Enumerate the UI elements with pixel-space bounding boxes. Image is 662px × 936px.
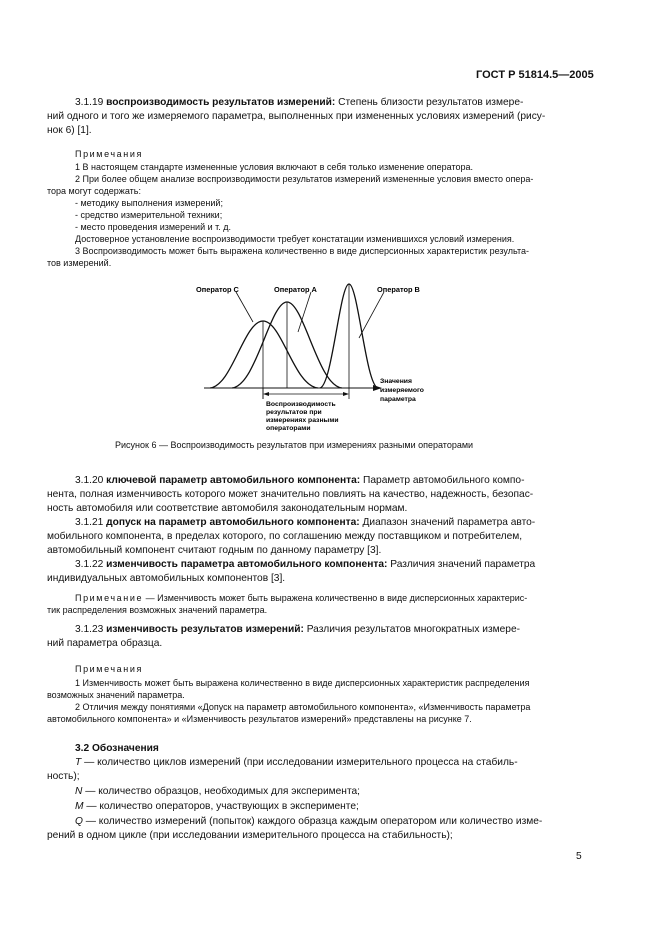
term-title: изменчивость параметра автомобильного компонента: — [106, 559, 388, 570]
note-2-line-3: Достоверное установление воспроизводимости требует констатации изменившихся условий измерения. — [75, 234, 515, 244]
symbol-t-line-1 — [75, 756, 518, 769]
leader-line-c — [236, 292, 253, 322]
term-3-1-23-line-1 — [75, 623, 520, 636]
symbol-definition: — количество измерений (попыток) каждого образца каждым оператором или количество изме- — [85, 816, 543, 827]
term-3-1-19-line-2: ний одного и того же измеряемого параметра, выполненных при измененных условиях измерений (рису- — [47, 111, 546, 122]
term-number: 3.1.19 — [75, 97, 104, 108]
term-3-1-21-line-1 — [75, 516, 535, 529]
label-operator-c: Оператор C — [196, 285, 239, 294]
page-number: 5 — [576, 851, 582, 862]
range-label-line: операторами — [266, 425, 311, 432]
symbol: Q — [75, 816, 83, 827]
note-2-list-item: - место проведения измерений и т. д. — [75, 222, 232, 232]
label-operator-b: Оператор B — [377, 285, 420, 294]
term-3-1-20-line-1 — [75, 474, 524, 487]
note-title: Примечание — [75, 593, 144, 603]
term-definition: Различия значений параметра — [390, 559, 536, 570]
term-number: 3.1.20 — [75, 475, 104, 486]
term-3-1-21-line-2: мобильного компонента, в пределах которого, по соглашению между поставщиком и потребителем, — [47, 531, 523, 542]
term-3-1-22-line-1 — [75, 558, 535, 571]
term-3-1-20-line-2: нента, полная изменчивость которого может значительно повлиять на качество, надежность, безопас- — [47, 489, 534, 500]
notes-title: Примечания — [75, 664, 143, 674]
note-1: 1 В настоящем стандарте измененные условия включают в себя только изменение оператора. — [75, 162, 474, 172]
term-3-1-21-line-3: автомобильный компонент считают годным по данному параметру [3]. — [47, 545, 382, 556]
note-2-line-1: 2 При более общем анализе воспроизводимости результатов измерений измененные условия вместо опера- — [75, 174, 534, 184]
axis-label-line: параметра — [380, 396, 416, 403]
term-definition: Различия результатов многократных измере- — [306, 624, 521, 635]
symbol-q-line-1 — [75, 815, 542, 828]
note-single-line-1 — [75, 592, 527, 604]
range-label-line: результатов при — [266, 409, 322, 416]
range-label-line: Воспроизводимость — [266, 401, 336, 408]
figure-6-diagram — [170, 276, 470, 438]
term-title: изменчивость результатов измерений: — [106, 624, 304, 635]
note-2-list-item: - средство измерительной техники; — [75, 210, 223, 220]
symbol-definition: — количество операторов, участвующих в эксперименте; — [86, 801, 359, 812]
note-2-line-1: 2 Отличия между понятиями «Допуск на параметр автомобильного компонента», «Изменчивость параметра — [75, 702, 531, 712]
term-title: воспроизводимость результатов измерений: — [106, 97, 336, 108]
term-definition: Диапазон значений параметра авто- — [362, 517, 536, 528]
symbol-t-line-2: ность); — [47, 771, 80, 782]
term-3-1-22-line-2: индивидуальных автомобильных компонентов [3]. — [47, 573, 286, 584]
term-3-1-20-line-3: ность автомобиля или соответствие автомобиля законодательным нормам. — [47, 503, 408, 514]
leader-line-b — [359, 292, 384, 338]
symbol: N — [75, 786, 83, 797]
document-id: ГОСТ Р 51814.5—2005 — [476, 69, 594, 81]
term-title: ключевой параметр автомобильного компонента: — [106, 475, 361, 486]
range-label-line: измерениях разными — [266, 417, 339, 424]
figure-caption: Рисунок 6 — Воспроизводимость результатов при измерениях разными операторами — [115, 440, 474, 450]
note-3-line-2: тов измерений. — [47, 258, 112, 268]
term-title: допуск на параметр автомобильного компонента: — [106, 517, 360, 528]
symbol-n — [75, 785, 360, 798]
term-3-1-23-line-2: ний параметра образца. — [47, 638, 163, 649]
term-3-1-19-line-3: нок 6) [1]. — [47, 125, 92, 136]
note-2-line-2: тора могут содержать: — [47, 186, 141, 196]
term-definition: Степень близости результатов измере- — [338, 97, 524, 108]
term-definition: Параметр автомобильного компо- — [363, 475, 525, 486]
label-operator-a: Оператор A — [274, 285, 317, 294]
note-single-line-2: тик распределения возможных значений параметра. — [47, 605, 268, 615]
note-2-list-item: - методику выполнения измерений; — [75, 198, 223, 208]
symbol-m — [75, 800, 359, 813]
section-heading: 3.2 Обозначения — [75, 743, 159, 754]
note-1-line-2: возможных значений параметра. — [47, 690, 185, 700]
symbol: T — [75, 757, 82, 768]
term-number: 3.1.21 — [75, 517, 104, 528]
note-text: — Изменчивость может быть выражена количественно в виде дисперсионных характерис- — [145, 593, 528, 603]
symbol-q-line-2: рений в одном цикле (при исследовании измерительного процесса на стабильность); — [47, 830, 453, 841]
symbol-definition: — количество образцов, необходимых для эксперимента; — [85, 786, 360, 797]
axis-label-line: измеряемого — [380, 387, 424, 394]
term-number: 3.1.23 — [75, 624, 104, 635]
term-number: 3.1.22 — [75, 559, 104, 570]
note-2-line-2: автомобильного компонента» и «Изменчивость результатов измерений» представлены на рисунке 7. — [47, 714, 472, 724]
symbol-definition: — количество циклов измерений (при исследовании измерительного процесса на стабиль- — [84, 757, 518, 768]
axis-label-line: Значения — [380, 378, 412, 385]
note-3-line-1: 3 Воспроизводимость может быть выражена количественно в виде дисперсионных характеристик результа- — [75, 246, 529, 256]
note-1-line-1: 1 Изменчивость может быть выражена количественно в виде дисперсионных характеристик распределения — [75, 678, 530, 688]
distribution-curve-c — [210, 321, 318, 388]
notes-title: Примечания — [75, 149, 143, 159]
symbol: M — [75, 801, 84, 812]
term-3-1-19-line-1 — [75, 96, 523, 109]
